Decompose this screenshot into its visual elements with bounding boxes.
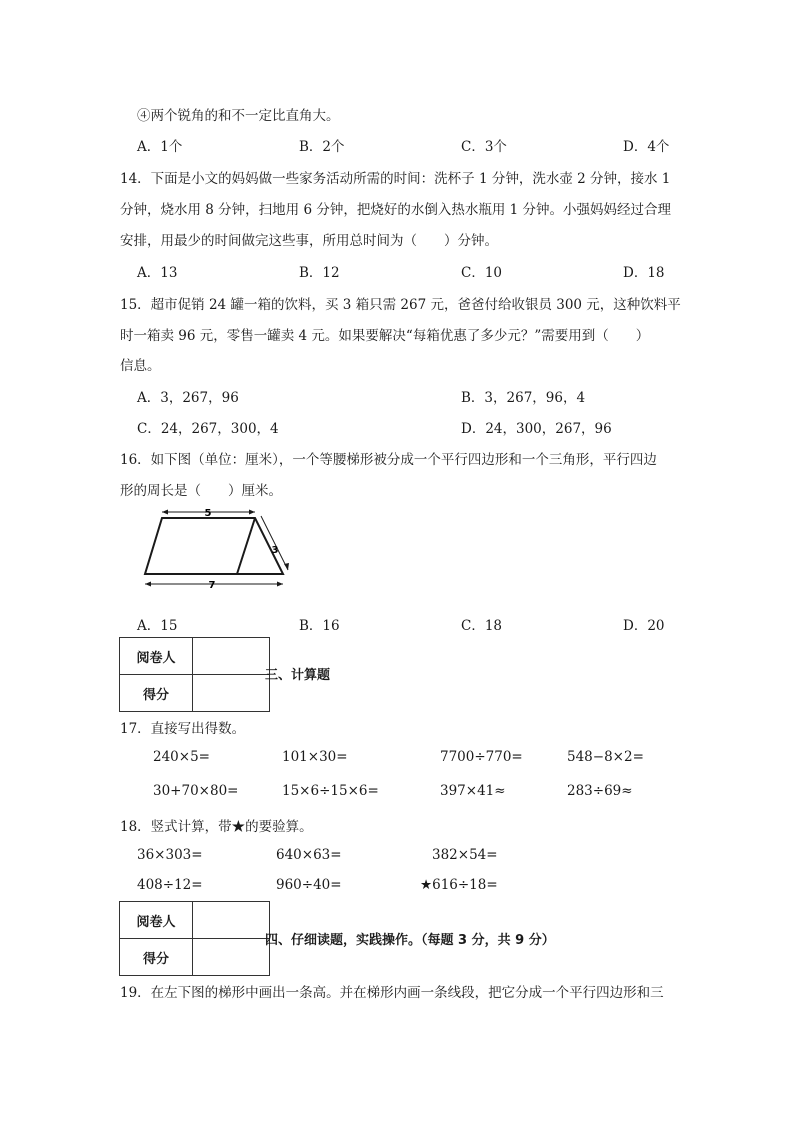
q15-option-b: B．3，267，96，4 [461, 390, 586, 406]
reviewer-label: 阅卷人 [120, 902, 193, 939]
q13-option-a: A．1个 [137, 139, 183, 155]
reviewer-label: 阅卷人 [120, 638, 193, 675]
q15-option-c: C．24，267，300，4 [137, 421, 279, 437]
q18-item-2: 640×63= [276, 847, 342, 863]
trapezoid-outline [145, 518, 283, 574]
top-dimension-label: 5 [204, 508, 212, 519]
score-box-section-4 [119, 901, 270, 976]
q14-option-c: C．10 [461, 265, 503, 281]
q18-title: 18．竖式计算，带★的要验算。 [120, 819, 313, 835]
score-cell[interactable] [193, 675, 270, 712]
section-4-title: 四、仔细读题，实践操作。（每题 3 分，共 9 分） [265, 933, 555, 948]
q14-option-d: D．18 [623, 265, 665, 281]
bottom-arrow-right [277, 582, 283, 587]
q18-item-5: 960÷40= [276, 877, 342, 893]
q17-item-8: 283÷69≈ [567, 783, 633, 799]
q14-option-a: A．13 [137, 265, 178, 281]
q13-option-d: D．4个 [623, 139, 670, 155]
q18-item-3: 382×54= [432, 847, 498, 863]
side-dimension-label: 3 [271, 545, 279, 556]
q16-option-c: C．18 [461, 618, 503, 634]
section-3-title: 三、计算题 [265, 668, 331, 683]
q14-line-2: 分钟，烧水用 8 分钟，扫地用 6 分钟，把烧好的水倒入热水瓶用 1 分钟。小强妈妈经过合理 [120, 202, 672, 218]
q17-item-5: 30+70×80= [153, 783, 239, 799]
score-label: 得分 [120, 675, 193, 712]
q17-item-2: 101×30= [282, 749, 348, 765]
q17-title: 17．直接写出得数。 [120, 721, 246, 737]
q17-item-4: 548−8×2= [567, 749, 644, 765]
top-arrow-left [162, 510, 168, 515]
bottom-dimension-label: 7 [208, 580, 216, 591]
q16-option-d: D．20 [623, 618, 665, 634]
q18-item-4: 408÷12= [137, 877, 203, 893]
q15-option-d: D．24，300，267，96 [461, 421, 612, 437]
q16-line-1: 16．如下图（单位：厘米），一个等腰梯形被分成一个平行四边形和一个三角形，平行四边 [120, 452, 657, 468]
score-box-section-3 [119, 637, 270, 712]
q15-line-3: 信息。 [120, 358, 161, 374]
side-dimension-line [261, 516, 288, 570]
bottom-arrow-left [145, 582, 151, 587]
q13-option-b: B．2个 [299, 139, 345, 155]
q16-option-b: B．16 [299, 618, 340, 634]
q14-line-1: 14．下面是小文的妈妈做一些家务活动所需的时间：洗杯子 1 分钟，洗水壶 2 分钟，接水 1 [120, 171, 671, 187]
q13-statement-4: ④两个锐角的和不一定比直角大。 [137, 108, 340, 124]
trapezoid-figure [138, 508, 290, 596]
reviewer-cell[interactable] [193, 638, 270, 675]
top-arrow-right [249, 510, 255, 515]
q16-line-2: 形的周长是（ ）厘米。 [120, 483, 282, 499]
q18-item-6: ★616÷18= [420, 877, 498, 893]
score-label: 得分 [120, 939, 193, 976]
reviewer-cell[interactable] [193, 902, 270, 939]
q15-option-a: A．3，267，96 [137, 390, 239, 406]
side-arrow-bottom [284, 563, 289, 570]
q16-option-a: A．15 [137, 618, 178, 634]
q14-option-b: B．12 [299, 265, 340, 281]
q14-line-3: 安排，用最少的时间做完这些事，所用总时间为（ ）分钟。 [120, 233, 498, 249]
q19-line-1: 19．在左下图的梯形中画出一条高。并在梯形内画一条线段，把它分成一个平行四边形和三 [120, 985, 664, 1001]
q17-item-7: 397×41≈ [440, 783, 506, 799]
dividing-line [237, 518, 255, 574]
q13-option-c: C．3个 [461, 139, 507, 155]
q17-item-1: 240×5= [153, 749, 210, 765]
q15-line-1: 15．超市促销 24 罐一箱的饮料，买 3 箱只需 267 元，爸爸付给收银员 300 元，这种饮料平 [120, 297, 681, 313]
q17-item-3: 7700÷770= [440, 749, 523, 765]
q18-item-1: 36×303= [137, 847, 203, 863]
score-cell[interactable] [193, 939, 270, 976]
q17-item-6: 15×6÷15×6= [282, 783, 379, 799]
q15-line-2: 时一箱卖 96 元，零售一罐卖 4 元。如果要解决“每箱优惠了多少元？”需要用到（ ） [120, 328, 650, 344]
